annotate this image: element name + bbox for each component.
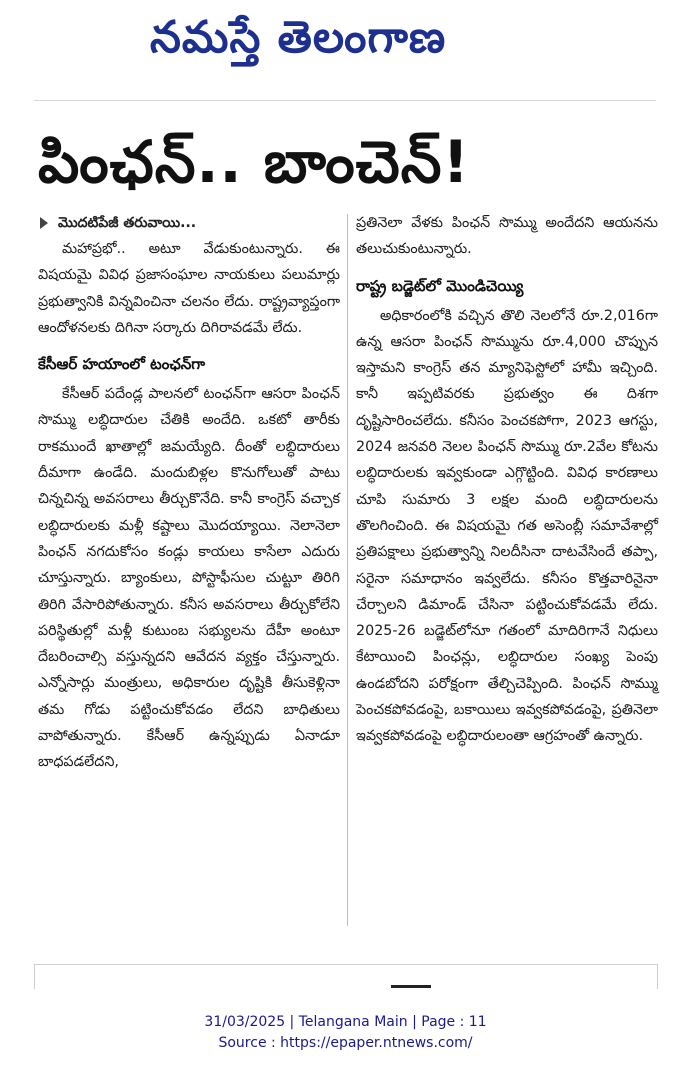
footer-edition-info: 31/03/2025 | Telangana Main | Page : 11 bbox=[204, 1014, 487, 1030]
top-rule bbox=[34, 100, 656, 101]
continued-from-front-page bbox=[38, 210, 340, 236]
next-article-fragment bbox=[391, 985, 431, 988]
footer-source: Source : https://epaper.ntnews.com/ bbox=[218, 1035, 473, 1051]
newspaper-masthead: నమస్తే తెలంగాణ bbox=[150, 12, 447, 63]
article-column-right bbox=[356, 210, 658, 950]
section-subheading: రాష్ట్ర బడ్జెట్‌లో మొండిచెయ్యి bbox=[356, 276, 524, 295]
chevron-right-icon bbox=[40, 217, 48, 229]
section-subheading: కేసీఆర్ హయాంలో టంఛన్‌గా bbox=[38, 355, 206, 374]
column-divider bbox=[347, 214, 348, 926]
article-headline: పింఛన్.. బాంచెన్! bbox=[38, 128, 470, 196]
article-paragraph: కేసీఆర్ పదేండ్ల పాలనలో టంఛన్‌గా ఆసరా పింఛన్ సొమ్ము లబ్ధిదారుల చేతికి అందేది. ఒకటో తారీకు రాకముందే ఖాతాల్లో జమయ్యేది. దీంతో లబ్ధిదారులు దీమాగా ఉండేది. మందుబిళ్లల కొనుగోలుతో పాటు చిన్నచిన్న అవసరాలు తీర్చుకొనేది. కానీ కాంగ్రెస్ వచ్చాక లబ్ధిదారులకు మళ్లీ కష్టాలు మొదయ్యాయి. నెలానెలా పింఛన్ నగదుకోసం కండ్లు కాయలు కాసేలా ఎదురు చూస్తున్నారు. బ్యాంకులు, పోస్టాఫీసుల చుట్టూ తిరిగి తిరిగి వేసారిపోతున్నారు. కనీస అవసరాలు తీర్చుకోలేని పరిస్థితుల్లో మళ్లీ కుటుంబ సభ్యులను దేహీ అంటూ దేబరించాల్సి వస్తున్నదని ఆవేదన వ్యక్తం చేస్తున్నారు. ఎన్నోసార్లు మంత్రులు, అధికారుల దృష్టికి తీసుకెళ్లినా తమ గోడు పట్టించుకోవడం లేదని బాధితులు వాపోతున్నారు. కేసీఆర్ ఉన్నప్పుడు ఏనాడూ బాధపడలేదని, bbox=[38, 386, 340, 771]
article-paragraph: ప్రతినెలా వేళకు పింఛన్ సొమ్ము అందేదని ఆయనను తలుచుకుంటున్నారు. bbox=[356, 215, 658, 258]
article-paragraph: మహాప్రభో.. అటూ వేడుకుంటున్నారు. ఈ విషయమై వివిధ ప్రజాసంఘాల నాయకులు పలుమార్లు ప్రభుత్వానికి విన్నవించినా చలనం లేదు. రాష్ట్రవ్యాప్తంగా ఆందోళనలకు దిగినా సర్కారు దిగిరావడమే లేదు. bbox=[38, 241, 340, 336]
continued-label: మొదటిపేజీ తరువాయి... bbox=[58, 214, 197, 231]
article-column-left bbox=[38, 210, 340, 950]
article-paragraph: అధికారంలోకి వచ్చిన తొలి నెలలోనే రూ.2,016గా ఉన్న ఆసరా పింఛన్ సొమ్మును రూ.4,000 చొప్పున ఇస్తామని కాంగ్రెస్ తన మ్యానిఫెస్టోలో హామీ ఇచ్చింది. కానీ ఇప్పటివరకు ప్రభుత్వం ఈ దిశగా దృష్టిసారించలేదు. కనీసం పెంచకపోగా, 2023 ఆగస్టు, 2024 జనవరి నెలల పింఛన్ సొమ్ము రూ.2వేల కోటను లబ్ధిదారులకు ఇవ్వకుండా ఎగ్గొట్టింది. వివిధ కారణాలు చూపి సుమారు 3 లక్షల మంది లబ్ధిదారులను తొలగించింది. ఈ విషయమై గత అసెంబ్లీ సమావేశాల్లో ప్రతిపక్షాలు ప్రభుత్వాన్ని నిలదీసినా దాటవేసిందే తప్పా, సరైనా సమాధానం ఇవ్వలేదు. కనీసం కొత్తవారినైనా చేర్చాలని డిమాండ్ చేసినా పట్టించుకోవడమే లేదు. 2025-26 బడ్జెట్‌లోనూ గతంలో మాదిరిగానే నిధులు కేటాయించి పింఛన్లు, లబ్ధిదారుల సంఖ్య పెంపు ఉండబోదని పరోక్షంగా తేల్చిచెప్పింది. పింఛన్ సొమ్ము పెంచకపోవడంపై, బకాయిలు ఇవ్వకపోవడంపై, ప్రతినెలా ఇవ్వకపోవడంపై లబ్ధిదారులంతా ఆగ్రహంతో ఉన్నారు. bbox=[356, 307, 658, 745]
next-article-edge bbox=[34, 964, 658, 989]
